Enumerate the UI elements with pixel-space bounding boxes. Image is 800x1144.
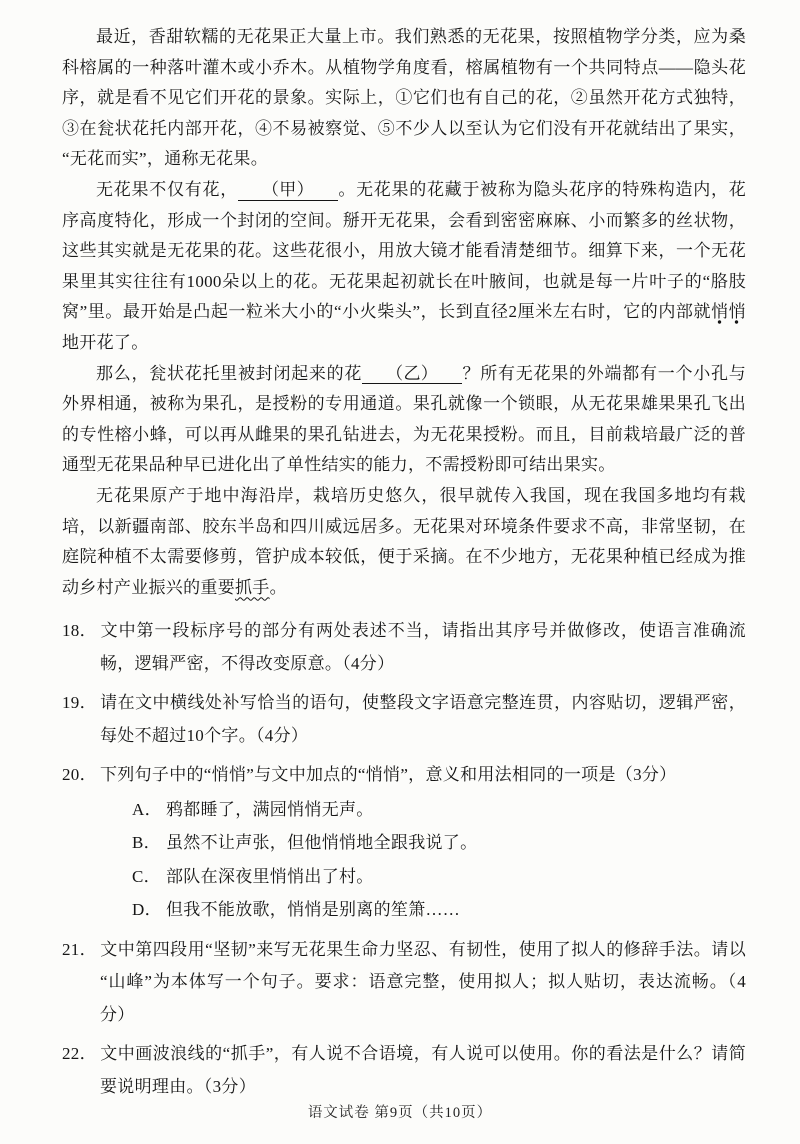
paragraph-text: 那么，瓮状花托里被封闭起来的花	[96, 363, 363, 383]
passage-paragraph-1	[62, 22, 746, 175]
paragraph-text: ？所有无花果的外端都有一个小孔与外界相通，被称为果孔，是授粉的专用通道。果孔就像一个锁眼，从无花果雄果果孔飞出的专性榕小蜂，可以再从雌果的果孔钻进去，为无花果授粉。而且，目前栽培最广泛的普通型无花果品种早已进化出了单性结实的能力，不需授粉即可结出果实。	[62, 363, 746, 475]
question-number: 18．	[62, 621, 97, 641]
question-number: 19．	[62, 693, 97, 713]
question-list	[62, 615, 746, 1103]
question-number: 22．	[62, 1044, 97, 1064]
paragraph-text: 地开花了。	[62, 332, 149, 352]
question-text: 请在文中横线处补写恰当的语句，使整段文字语意完整连贯，内容贴切，逻辑严密，每处不超过10个字。（4分）	[100, 693, 746, 745]
question-text: 下列句子中的“悄悄”与文中加点的“悄悄”，意义和用法相同的一项是（3分）	[100, 765, 677, 785]
question-18	[62, 615, 746, 680]
option-text: 虽然不让声张，但他悄悄地全跟我说了。	[166, 833, 478, 853]
page-footer: 语文试卷 第9页（共10页）	[307, 1105, 493, 1121]
paragraph-text: 最近，香甜软糯的无花果正大量上市。我们熟悉的无花果，按照植物学分类，应为桑科榕属的一种落叶灌木或小乔木。从植物学角度看，榕属植物有一个共同特点——隐头花序，就是看不见它们开花的景象。实际上，①它们也有自己的花，②虽然开花方式独特，③在瓮状花托内部开花，④不易被察觉、⑤不少人以至认为它们没有开花就结出了果实，“无花而实”，通称无花果。	[62, 27, 746, 169]
option-label: C．	[132, 866, 161, 886]
option-b	[132, 826, 746, 860]
question-number: 21．	[62, 939, 97, 959]
option-text: 部队在深夜里悄悄出了村。	[166, 866, 374, 886]
emphasis-dotted-word: 悄悄	[711, 302, 746, 325]
passage-paragraph-2	[62, 175, 746, 359]
paragraph-text: 无花果不仅有花，	[96, 179, 238, 199]
question-22	[62, 1038, 746, 1103]
paragraph-text: 。无花果的花藏于被称为隐头花序的特殊构造内，花序高度特化，形成一个封闭的空间。掰开无花果，会看到密密麻麻、小而繁多的丝状物，这些其实就是无花果的花。这些花很小，用放大镜才能看清楚细节。细算下来，一个无花果里其实往往有1000朵以上的花。无花果起初就长在叶腋间，也就是每一片叶子的“胳肢窝”里。最开始是凸起一粒米大小的“小火柴头”，长到直径2厘米左右时，它的内部就	[62, 179, 746, 322]
wavy-underlined-word: 抓手	[235, 577, 270, 597]
option-a	[132, 793, 746, 827]
option-label: B．	[132, 833, 161, 853]
option-d	[132, 893, 746, 927]
paragraph-text: 。	[269, 577, 287, 597]
option-c	[132, 860, 746, 894]
fill-in-blank-yi: （乙）	[362, 364, 462, 385]
question-text: 文中第四段用“坚韧”来写无花果生命力坚忍、有韧性，使用了拟人的修辞手法。请以“山峰”为本体写一个句子。要求：语意完整，使用拟人；拟人贴切，表达流畅。（4分）	[100, 939, 746, 1024]
option-text: 但我不能放歌，悄悄是别离的笙箫……	[166, 900, 461, 920]
option-text: 鸦都睡了，满园悄悄无声。	[166, 799, 374, 819]
question-20	[62, 759, 746, 927]
option-label: A．	[132, 799, 162, 819]
question-number: 20．	[62, 765, 97, 785]
question-20-options	[100, 793, 746, 927]
fill-in-blank-jia: （甲）	[238, 180, 338, 201]
question-19	[62, 687, 746, 752]
question-21	[62, 934, 746, 1032]
question-text: 文中第一段标序号的部分有两处表述不当，请指出其序号并做修改，使语言准确流畅，逻辑严密，不得改变原意。（4分）	[100, 621, 746, 673]
passage-paragraph-3	[62, 359, 746, 481]
passage-paragraph-4	[62, 481, 746, 603]
option-label: D．	[132, 900, 162, 920]
paragraph-text: 无花果原产于地中海沿岸，栽培历史悠久，很早就传入我国，现在我国多地均有栽培，以新疆南部、胶东半岛和四川威远居多。无花果对环境条件要求不高，非常坚韧，在庭院种植不太需要修剪，管护成本较低，便于采摘。在不少地方，无花果种植已经成为推动乡村产业振兴的重要	[62, 485, 746, 597]
reading-passage	[62, 22, 746, 603]
question-text: 文中画波浪线的“抓手”，有人说不合语境，有人说可以使用。你的看法是什么？请简要说明理由。（3分）	[100, 1044, 746, 1096]
